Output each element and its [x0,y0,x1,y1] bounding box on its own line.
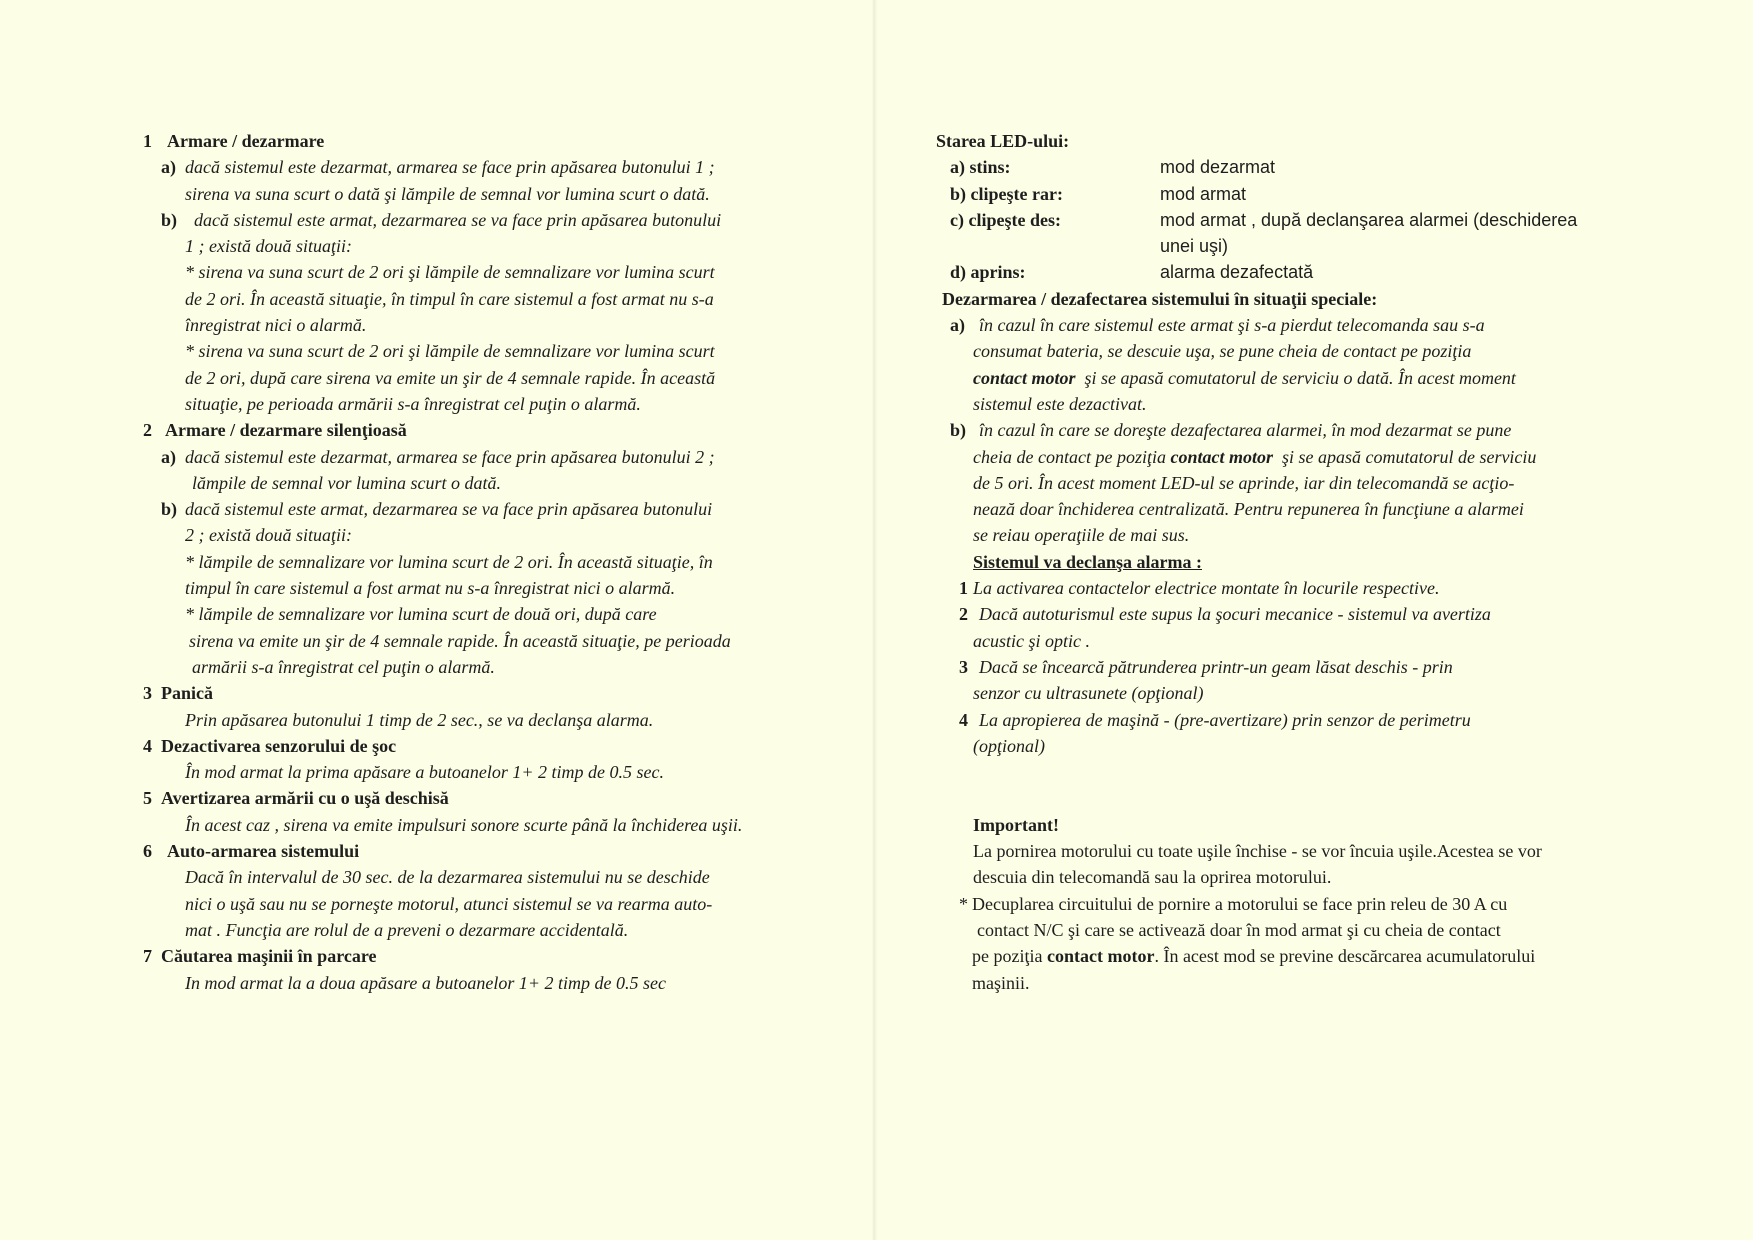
section-title: Dezarmarea / dezafectarea sistemului în situaţii speciale: [942,288,1378,309]
led-status-row [0,181,1753,207]
section-number: 4 [143,735,152,756]
section-title: Panică [161,683,213,704]
led-state-value: unei uşi) [1160,236,1229,257]
led-state-value: mod armat , după declanşarea alarmei (deschiderea [1160,209,1578,230]
important-body [0,838,1753,864]
special-item-b-cont [0,444,1753,470]
paragraph-line: * lămpile de semnalizare vor lumina scurt de 2 ori. În această situaţie, în [185,551,713,572]
paragraph-line: de 2 ori, după care sirena va emite un şir de 4 semnale rapide. În această [185,367,716,388]
section-number: 7 [143,946,152,967]
led-state-label: d) aprins: [950,262,1026,283]
section-title: Sistemul va declanşa alarma : [973,551,1202,572]
led-status-row [0,207,1753,233]
section-number: 5 [143,788,152,809]
section-number: 6 [143,841,152,862]
section-title: Căutarea maşinii în parcare [161,946,377,967]
paragraph-line: dacă sistemul este armat, dezarmarea se va face prin apăsarea butonului [194,209,722,230]
item-number: 2 [959,604,968,625]
paragraph-line: nează doar închiderea centralizată. Pentru repunerea în funcţiune a alarmei [973,499,1524,520]
section-title: Auto-armarea sistemului [167,841,360,862]
paragraph-line: * sirena va suna scurt de 2 ori şi lămpile de semnalizare vor lumina scurt [185,262,715,283]
item-label: a) [161,446,176,467]
led-state-label: a) stins: [950,157,1011,178]
paragraph-line: descuia din telecomandă sau la oprirea motorului. [973,867,1332,888]
emphasis-contact-motor: contact motor [973,367,1076,388]
led-state-value: mod armat [1160,183,1247,204]
paragraph-line [973,444,1536,470]
paragraph-line [973,365,1516,391]
paragraph-text: pe poziţia [972,946,1047,967]
paragraph-line: contact N/C şi care se activează doar în mod armat şi cu cheia de contact [977,919,1501,940]
led-state-label: b) clipeşte rar: [950,183,1063,204]
special-item-a-cont [0,365,1753,391]
paragraph-line: senzor cu ultrasunete (opţional) [973,683,1204,704]
section-title: Dezactivarea senzorului de şoc [161,735,397,756]
triggers-heading [0,549,1753,575]
special-item-a-cont [0,391,1753,417]
paragraph-line: de 2 ori. În această situaţie, în timpul în care sistemul a fost armat nu s-a [185,288,714,309]
emphasis-contact-motor: contact motor [1170,446,1273,467]
led-state-value: alarma dezafectată [1160,262,1314,283]
paragraph-line: Dacă autoturismul este supus la şocuri mecanice - sistemul va avertiza [979,604,1491,625]
paragraph-line: În acest caz , sirena va emite impulsuri sonore scurte până la închiderea uşii. [185,814,743,835]
emphasis-contact-motor: contact motor [1046,946,1155,967]
paragraph-line: lămpile de semnal vor lumina scurt o dată. [192,472,501,493]
trigger-item [0,654,1753,680]
paragraph-line: * lămpile de semnalizare vor lumina scurt de două ori, după care [185,604,657,625]
special-situations-heading [0,286,1753,312]
paragraph-line: La pornirea motorului cu toate uşile închise - se vor încuia uşile.Acestea se vor [973,841,1542,862]
section-number: 3 [143,683,152,704]
paragraph-line: Decuplarea circuitului de pornire a motorului se face prin releu de 30 A cu [972,893,1508,914]
item-label: a) [161,157,176,178]
section-title: Avertizarea armării cu o uşă deschisă [161,788,449,809]
item-label: b) [161,499,178,520]
paragraph-line: In mod armat la a doua apăsare a butoanelor 1+ 2 timp de 0.5 sec [185,972,666,993]
important-note [0,891,1753,917]
paragraph-line: Dacă în intervalul de 30 sec. de la dezarmarea sistemului nu se deschide [185,867,710,888]
trigger-item [0,575,1753,601]
paragraph-line: dacă sistemul este dezarmat, armarea se face prin apăsarea butonului 2 ; [185,446,715,467]
paragraph-line: în cazul în care se doreşte dezafectarea alarmei, în mod dezarmat se pune [979,420,1512,441]
paragraph-line: La apropierea de maşină - (pre-avertizare) prin senzor de perimetru [979,709,1471,730]
paragraph-line: maşinii. [972,972,1030,993]
paragraph-line: nici o uşă sau nu se porneşte motorul, atunci sistemul se va rearma auto- [185,893,713,914]
section-number: 2 [143,420,152,441]
paragraph-line: Prin apăsarea butonului 1 timp de 2 sec., se va declanşa alarma. [185,709,654,730]
paragraph-line: * sirena va suna scurt de 2 ori şi lămpile de semnalizare vor lumina scurt [185,341,715,362]
item-number: 1 [959,578,968,599]
special-item-b-cont [0,496,1753,522]
important-note-cont [0,970,1753,996]
section-title: Armare / dezarmare silenţioasă [165,420,407,441]
paragraph-line [972,943,1535,969]
paragraph-line: (opţional) [973,735,1045,756]
important-note-cont [0,917,1753,943]
section-title: Starea LED-ului: [936,131,1070,151]
item-label: b) [950,420,967,441]
paragraph-line: Dacă se încearcă pătrunderea printr-un geam lăsat deschis - prin [979,656,1453,677]
section-title: Important! [973,814,1059,835]
paragraph-line: sirena va emite un şir de 4 semnale rapide. În această situaţie, pe perioada [189,630,731,651]
paragraph-line: dacă sistemul este armat, dezarmarea se va face prin apăsarea butonului [185,499,713,520]
spacer [0,785,1753,811]
item-label: a) [950,315,965,336]
paragraph-line: timpul în care sistemul a fost armat nu s-a înregistrat nici o alarmă. [185,578,676,599]
led-status-heading [0,128,1753,154]
right-column [0,128,1753,996]
paragraph-line: În mod armat la prima apăsare a butoanelor 1+ 2 timp de 0.5 sec. [185,762,664,783]
paragraph-line: 1 ; există două situaţii: [185,236,352,257]
item-label: b) [161,209,178,230]
paragraph-line: de 5 ori. În acest moment LED-ul se aprinde, iar din telecomandă se acţio- [973,472,1515,493]
led-status-row [0,259,1753,285]
trigger-item-cont [0,628,1753,654]
trigger-item-cont [0,733,1753,759]
paragraph-line: 2 ; există două situaţii: [185,525,352,546]
item-number: 3 [959,656,968,677]
special-item-a-cont [0,338,1753,364]
paragraph-line: sistemul este dezactivat. [973,393,1147,414]
paragraph-line: La activarea contactelor electrice montate în locurile respective. [973,578,1440,599]
special-item-b [0,417,1753,443]
special-item-a [0,312,1753,338]
important-heading [0,812,1753,838]
paragraph-text: cheia de contact pe poziţia [973,446,1171,467]
paragraph-text: . În acest mod se previne descărcarea acumulatorului [1154,946,1536,967]
paragraph-line: armării s-a înregistrat cel puţin o alarmă. [192,656,495,677]
spacer [0,759,1753,785]
paragraph-text: şi se apasă comutatorul de serviciu [1272,446,1537,467]
item-number: 4 [959,709,968,730]
paragraph-line: dacă sistemul este dezarmat, armarea se face prin apăsarea butonului 1 ; [185,157,715,178]
led-state-label: c) clipeşte des: [950,209,1061,230]
paragraph-line: situaţie, pe perioada armării s-a înregistrat cel puţin o alarmă. [185,393,641,414]
paragraph-line: acustic şi optic . [973,630,1090,651]
trigger-item [0,601,1753,627]
important-note-cont [0,943,1753,969]
paragraph-line: se reiau operaţiile de mai sus. [973,525,1190,546]
trigger-item-cont [0,680,1753,706]
section-title: Armare / dezarmare [167,131,325,151]
paragraph-line: înregistrat nici o alarmă. [185,315,367,336]
led-status-row-cont [0,233,1753,259]
paragraph-text: şi se apasă comutatorul de serviciu o dată. În acest moment [1075,367,1516,388]
trigger-item [0,707,1753,733]
led-state-value: mod dezarmat [1160,157,1276,178]
paragraph-line: consumat bateria, se descuie uşa, se pune cheia de contact pe poziţia [973,341,1472,362]
special-item-b-cont [0,470,1753,496]
section-number: 1 [143,131,152,151]
paragraph-line: mat . Funcţia are rolul de a preveni o dezarmare accidentală. [185,919,629,940]
led-status-row [0,154,1753,180]
important-body [0,864,1753,890]
paragraph-line: în cazul în care sistemul este armat şi s-a pierdut telecomanda sau s-a [979,315,1485,336]
special-item-b-cont [0,522,1753,548]
paragraph-line: sirena va suna scurt o dată şi lămpile de semnal vor lumina scurt o dată. [185,183,710,204]
note-asterisk: * [959,893,968,914]
